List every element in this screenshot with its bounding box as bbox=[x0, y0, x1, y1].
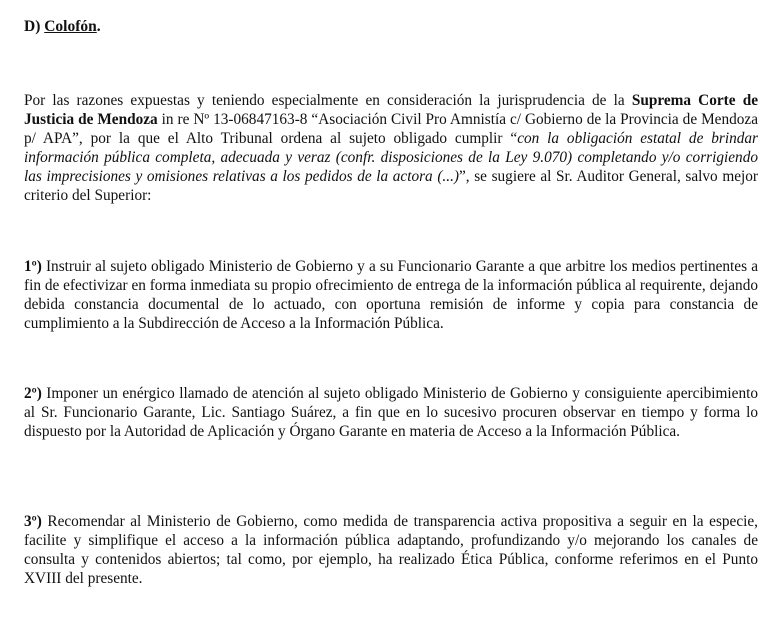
intro-paragraph bbox=[24, 92, 758, 205]
recommendation-number: 3º) bbox=[24, 513, 42, 530]
recommendation-1 bbox=[24, 258, 758, 334]
section-letter: D) bbox=[24, 18, 41, 35]
section-period: . bbox=[96, 18, 101, 35]
recommendation-text: Recomendar al Ministerio de Gobierno, como medida de transparencia activa propositiva a seguir en la especie, facilite y simplifique el acceso a la información pública adaptando, profundizando y/o mejorando los canales de consulta y contenidos abiertos; tal como, por ejemplo, ha realizado Ética Pública, conforme referimos en el Punto XVIII del presente. bbox=[24, 513, 758, 587]
recommendation-number: 1º) bbox=[24, 258, 42, 275]
recommendation-number: 2º) bbox=[24, 385, 42, 402]
intro-text-2: in re Nº 13-06847163-8 “Asociación Civil Pro Amnistía c/ Gobierno de la Provincia de Mendoza p/ APA”, por la que el Alto Tribunal ordena al sujeto obligado cumplir “ bbox=[24, 110, 758, 147]
section-heading bbox=[24, 18, 101, 36]
intro-text-3: ”, se sugiere al Sr. Auditor General, salvo mejor criterio del Superior: bbox=[24, 167, 759, 204]
court-name: Suprema Corte de Justicia de Mendoza bbox=[24, 92, 759, 128]
recommendation-text: Instruir al sujeto obligado Ministerio de Gobierno y a su Funcionario Garante a que arbitre los medios pertinentes a fin de efectivizar en forma inmediata su propio ofrecimiento de entrega de la información pública al requirente, dejando debida constancia documental de lo actuado, con oportuna remisión de informe y copia para constancia de cumplimiento a la Subdirección de Acceso a la Información Pública. bbox=[24, 258, 758, 332]
section-title: Colofón bbox=[44, 18, 97, 35]
intro-text-1: Por las razones expuestas y teniendo especialmente en consideración la jurisprudencia de la bbox=[24, 92, 632, 109]
recommendation-text: Imponer un enérgico llamado de atención al sujeto obligado Ministerio de Gobierno y consiguiente apercibimiento al Sr. Funcionario Garante, Lic. Santiago Suárez, a fin que en lo sucesivo procuren observar en tiempo y forma lo dispuesto por la Autoridad de Aplicación y Órgano Garante en materia de Acceso a la Información Pública. bbox=[24, 385, 758, 440]
recommendation-3 bbox=[24, 513, 758, 589]
court-quote: con la obligación estatal de brindar información pública completa, adecuada y veraz (confr. disposiciones de la Ley 9.070) completando y/o corrigiendo las imprecisiones y omisiones relativas a los pedidos de la actora (...) bbox=[24, 129, 758, 185]
recommendation-2 bbox=[24, 385, 758, 442]
